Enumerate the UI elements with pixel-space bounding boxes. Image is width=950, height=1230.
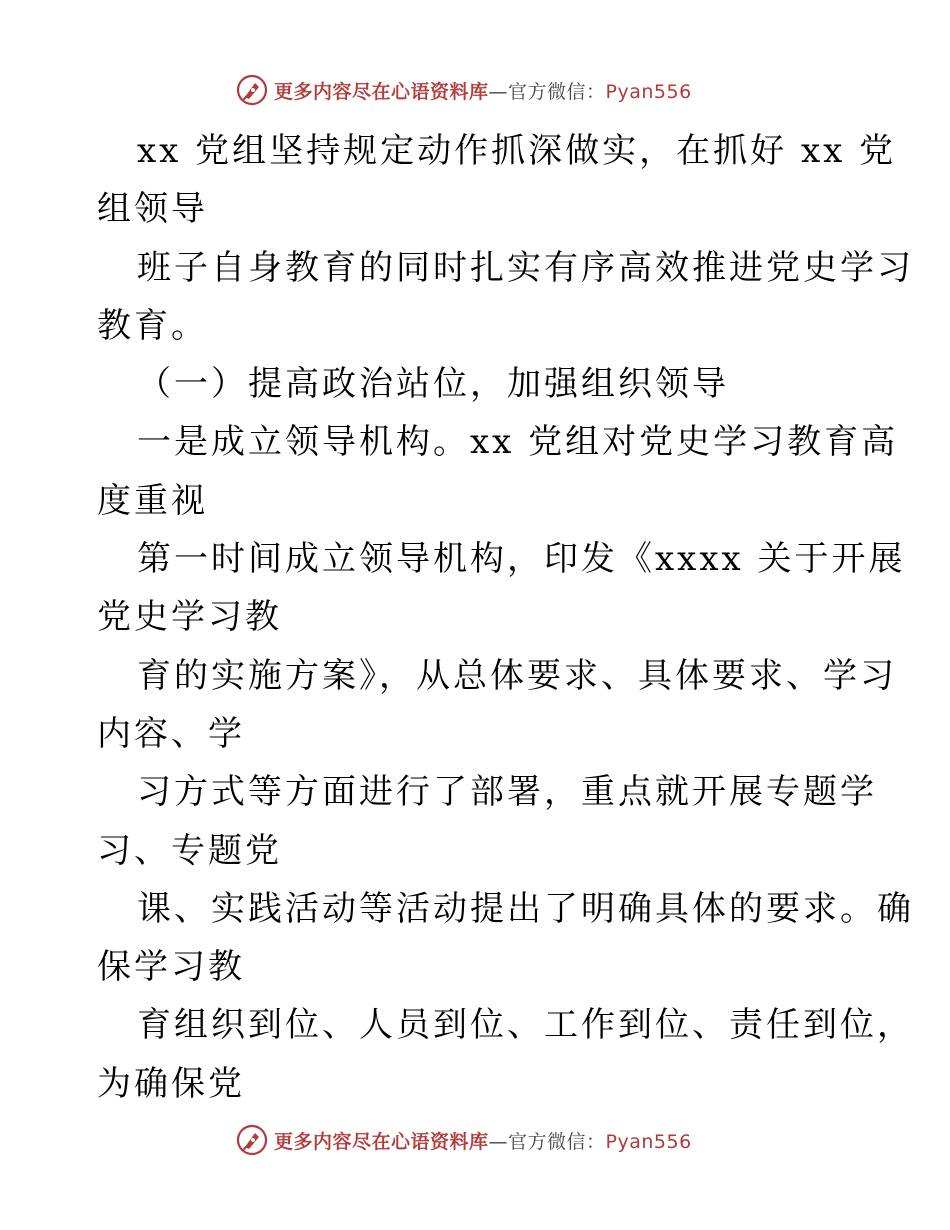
body-line: xx 党组坚持规定动作抓深做实，在抓好 xx 党 [137, 131, 897, 171]
body-line: 育的实施方案》，从总体要求、具体要求、学习 [137, 655, 897, 696]
body-line: 为确保党 [97, 1063, 245, 1104]
banner-wechat-id: Pyan556 [605, 1130, 692, 1153]
banner-text [274, 1127, 692, 1154]
body-line: 育组织到位、人员到位、工作到位、责任到位， [137, 1005, 914, 1046]
body-line: 党史学习教 [97, 597, 282, 638]
banner-slogan: 更多内容尽在心语资料库 [274, 80, 489, 103]
pen-nib-logo-icon [236, 74, 268, 106]
pen-nib-logo-icon [236, 1124, 268, 1156]
banner-text [274, 77, 692, 104]
body-line: 一是成立领导机构。xx 党组对党史学习教育高 [137, 422, 899, 463]
header-banner [236, 73, 692, 107]
body-line: 习、专题党 [97, 830, 282, 871]
body-line: 度重视 [97, 480, 208, 521]
footer-banner [236, 1123, 692, 1157]
body-line: 内容、学 [97, 713, 245, 754]
document-body [97, 122, 914, 1113]
banner-slogan: 更多内容尽在心语资料库 [274, 1130, 489, 1153]
body-line: 习方式等方面进行了部署，重点就开展专题学 [137, 772, 877, 813]
banner-wechat-label: 官方微信： [508, 80, 606, 103]
banner-dash: — [488, 80, 509, 103]
body-line: 班子自身教育的同时扎实有序高效推进党史学习 [137, 247, 914, 288]
banner-dash: — [488, 1130, 509, 1153]
banner-wechat-id: Pyan556 [605, 80, 692, 103]
section-heading: （一）提高政治站位，加强组织领导 [137, 364, 729, 405]
body-line: 保学习教 [97, 947, 245, 988]
body-line: 教育。 [97, 305, 208, 346]
body-line: 第一时间成立领导机构，印发《xxxx 关于开展 [137, 539, 906, 580]
body-line: 组领导 [97, 189, 208, 230]
banner-wechat-label: 官方微信： [508, 1130, 606, 1153]
body-line: 课、实践活动等活动提出了明确具体的要求。确 [137, 888, 914, 929]
